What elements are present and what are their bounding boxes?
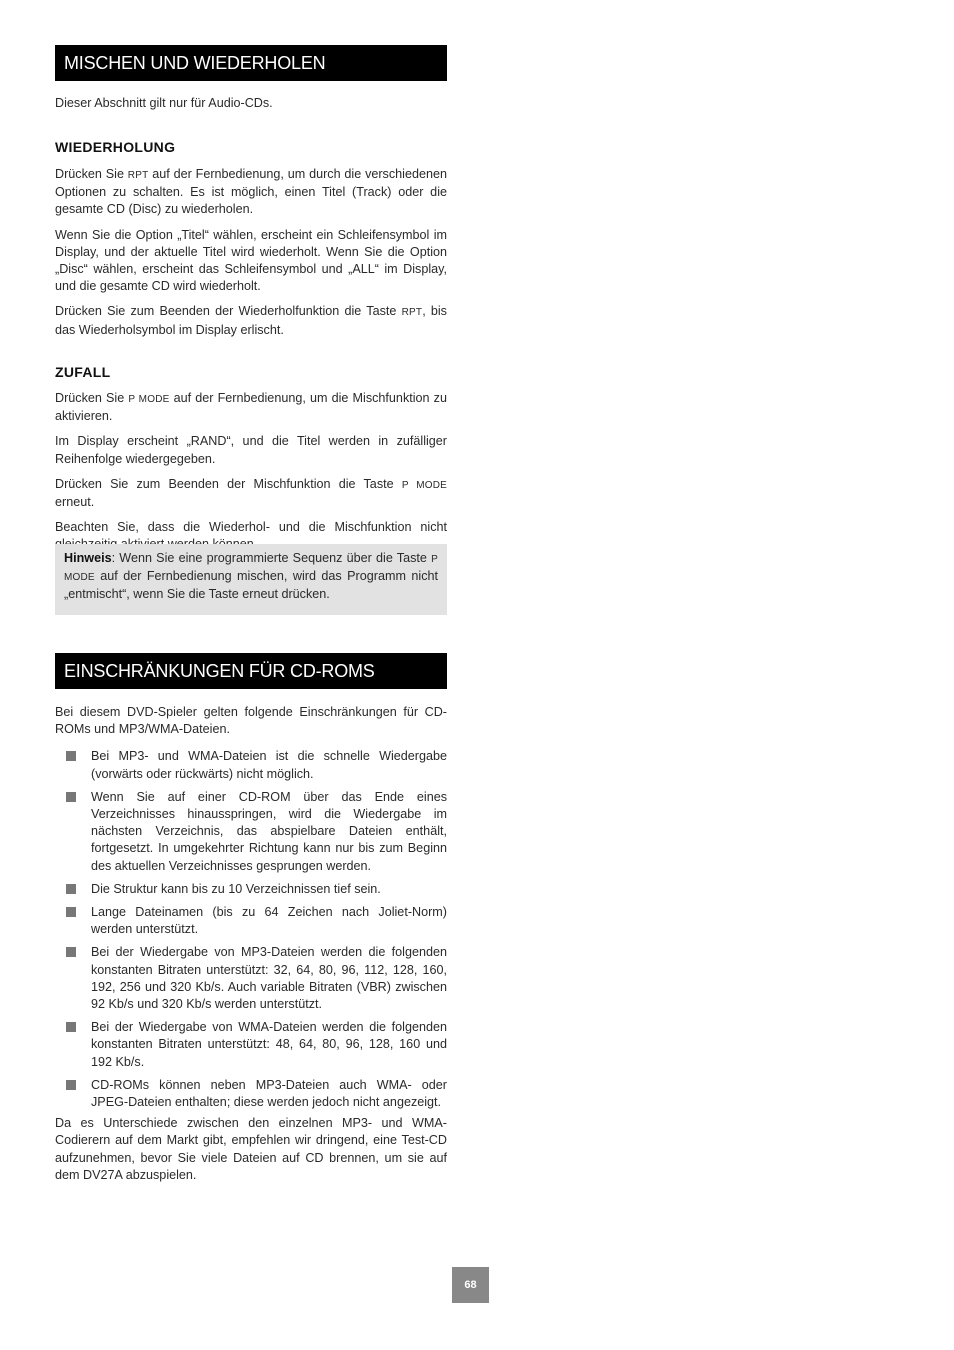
list-item <box>55 789 447 875</box>
square-bullet-icon <box>66 884 76 894</box>
section-intro <box>55 95 447 112</box>
pmode-key-label: P MODE <box>401 479 448 491</box>
square-bullet-icon <box>66 907 76 917</box>
text: Drücken Sie zum Beenden der Wiederholfunktion die Taste <box>55 304 402 319</box>
page-number: 68 <box>452 1267 489 1303</box>
list-item-text: CD-ROMs können neben MP3-Dateien auch WMA- oder JPEG-Dateien enthalten; diese werden jedoch nicht angezeigt. <box>91 1077 447 1110</box>
rpt-key-label: RPT <box>401 307 423 319</box>
text: Drücken Sie <box>55 391 129 405</box>
repeat-heading-block <box>55 139 447 155</box>
list-item <box>55 944 447 1013</box>
shuffle-paragraphs <box>55 390 447 554</box>
text: auf der Fernbedienung mischen, wird das Programm nicht „entmischt“, wenn Sie die Taste erneut drücken. <box>64 569 438 602</box>
cdrom-content <box>55 704 447 1184</box>
rpt-key-label: RPT <box>127 170 149 181</box>
list-item-text: Bei der Wiedergabe von WMA-Dateien werden die folgenden konstanten Bitraten unterstützt: 48, 64, 80, 96, 128, 160 und 192 Kb/s. <box>91 1020 447 1069</box>
list-item <box>55 1077 447 1111</box>
text: erneut. <box>55 495 95 510</box>
shuffle-paragraph-1 <box>55 390 447 425</box>
note-text <box>64 550 438 604</box>
list-item <box>55 1019 447 1071</box>
repeat-paragraphs <box>55 166 447 339</box>
text: auf der Fernbedienung, um durch die verschiedenen Optionen zu schalten. Es ist möglich, einen Titel (Track) oder die gesamte CD (Disc) zu wiederholen. <box>55 167 447 217</box>
repeat-paragraph-2: Wenn Sie die Option „Titel“ wählen, erscheint ein Schleifensymbol im Display, und der aktuelle Titel wird wiederholt. Wenn Sie die Option „Disc“ wählen, erscheint das Schleifensymbol und „ALL“ im Display, und die gesamte CD wird wiederholt. <box>55 227 447 294</box>
text: auf der Fernbedienung, um die Mischfunktion zu aktivieren. <box>55 391 447 424</box>
cdrom-intro: Bei diesem DVD-Spieler gelten folgende Einschränkungen für CD-ROMs und MP3/WMA-Dateien. <box>55 705 447 737</box>
section-header-shuffle-repeat <box>55 45 447 81</box>
cdrom-outro: Da es Unterschiede zwischen den einzelnen MP3- und WMA-Codierern auf dem Markt gibt, empfehlen wir dringend, eine Test-CD aufzunehmen, bevor Sie viele Dateien auf CD brennen, um sie auf dem DV27A abzuspielen. <box>55 1116 447 1182</box>
list-item-text: Bei MP3- und WMA-Dateien ist die schnelle Wiedergabe (vorwärts oder rückwärts) nicht möglich. <box>91 749 447 781</box>
shuffle-heading: ZUFALL <box>55 364 111 380</box>
cdrom-limitations-list <box>55 748 447 1111</box>
square-bullet-icon <box>66 1022 76 1032</box>
shuffle-paragraph-4: Beachten Sie, dass die Wiederhol- und die Mischfunktion nicht <box>55 520 447 535</box>
text: : Wenn Sie eine programmierte Sequenz über die Taste <box>111 551 432 565</box>
text: Drücken Sie <box>55 167 128 181</box>
note-label: Hinweis <box>64 551 112 565</box>
text: , bis das Wiederholsymbol im Display erlischt. <box>55 304 447 337</box>
list-item <box>55 748 447 782</box>
square-bullet-icon <box>66 792 76 802</box>
repeat-paragraph-1 <box>55 166 447 219</box>
section-title: EINSCHRÄNKUNGEN FÜR CD-ROMS <box>55 653 447 689</box>
shuffle-paragraph-3 <box>55 476 447 511</box>
list-item-text: Bei der Wiedergabe von MP3-Dateien werden die folgenden konstanten Bitraten unterstützt: 32, 64, 80, 96, 112, 128, 160, 192, 256 und 320 Kb/s. Auch variable Bitraten (VBR) zwischen 92 Kb/s und 320 Kb/s werden unterstützt. <box>91 945 447 1012</box>
text: Drücken Sie zum Beenden der Mischfunktion die Taste <box>55 476 402 491</box>
section-header-cdrom-limitations <box>55 653 447 689</box>
square-bullet-icon <box>66 1080 76 1090</box>
list-item <box>55 881 447 898</box>
repeat-heading: WIEDERHOLUNG <box>55 139 176 155</box>
list-item-text: Die Struktur kann bis zu 10 Verzeichnissen tief sein. <box>91 881 381 896</box>
intro-text: Dieser Abschnitt gilt nur für Audio-CDs. <box>55 96 273 110</box>
list-item <box>55 904 447 938</box>
repeat-paragraph-3 <box>55 303 447 338</box>
pmode-key-label: P MODE <box>64 554 438 584</box>
note-box <box>55 544 447 615</box>
section-title: MISCHEN UND WIEDERHOLEN <box>55 45 447 81</box>
list-item-text: Wenn Sie auf einer CD-ROM über das Ende eines Verzeichnisses hinausspringen, wird die Wiedergabe im nächsten Verzeichnis, das abspielbare Dateien enthält, fortgesetzt. In umgekehrter Richtung kann nur bis zum Beginn des aktuellen Verzeichnisses gesprungen werden. <box>91 789 447 873</box>
pmode-key-label: P MODE <box>128 394 170 405</box>
shuffle-heading-block <box>55 364 447 380</box>
square-bullet-icon <box>66 751 76 761</box>
square-bullet-icon <box>66 947 76 957</box>
list-item-text: Lange Dateinamen (bis zu 64 Zeichen nach Joliet-Norm) werden unterstützt. <box>91 905 447 937</box>
shuffle-paragraph-2: Im Display erscheint „RAND“, und die Titel werden in zufälliger Reihenfolge wiedergegeben. <box>55 434 447 466</box>
